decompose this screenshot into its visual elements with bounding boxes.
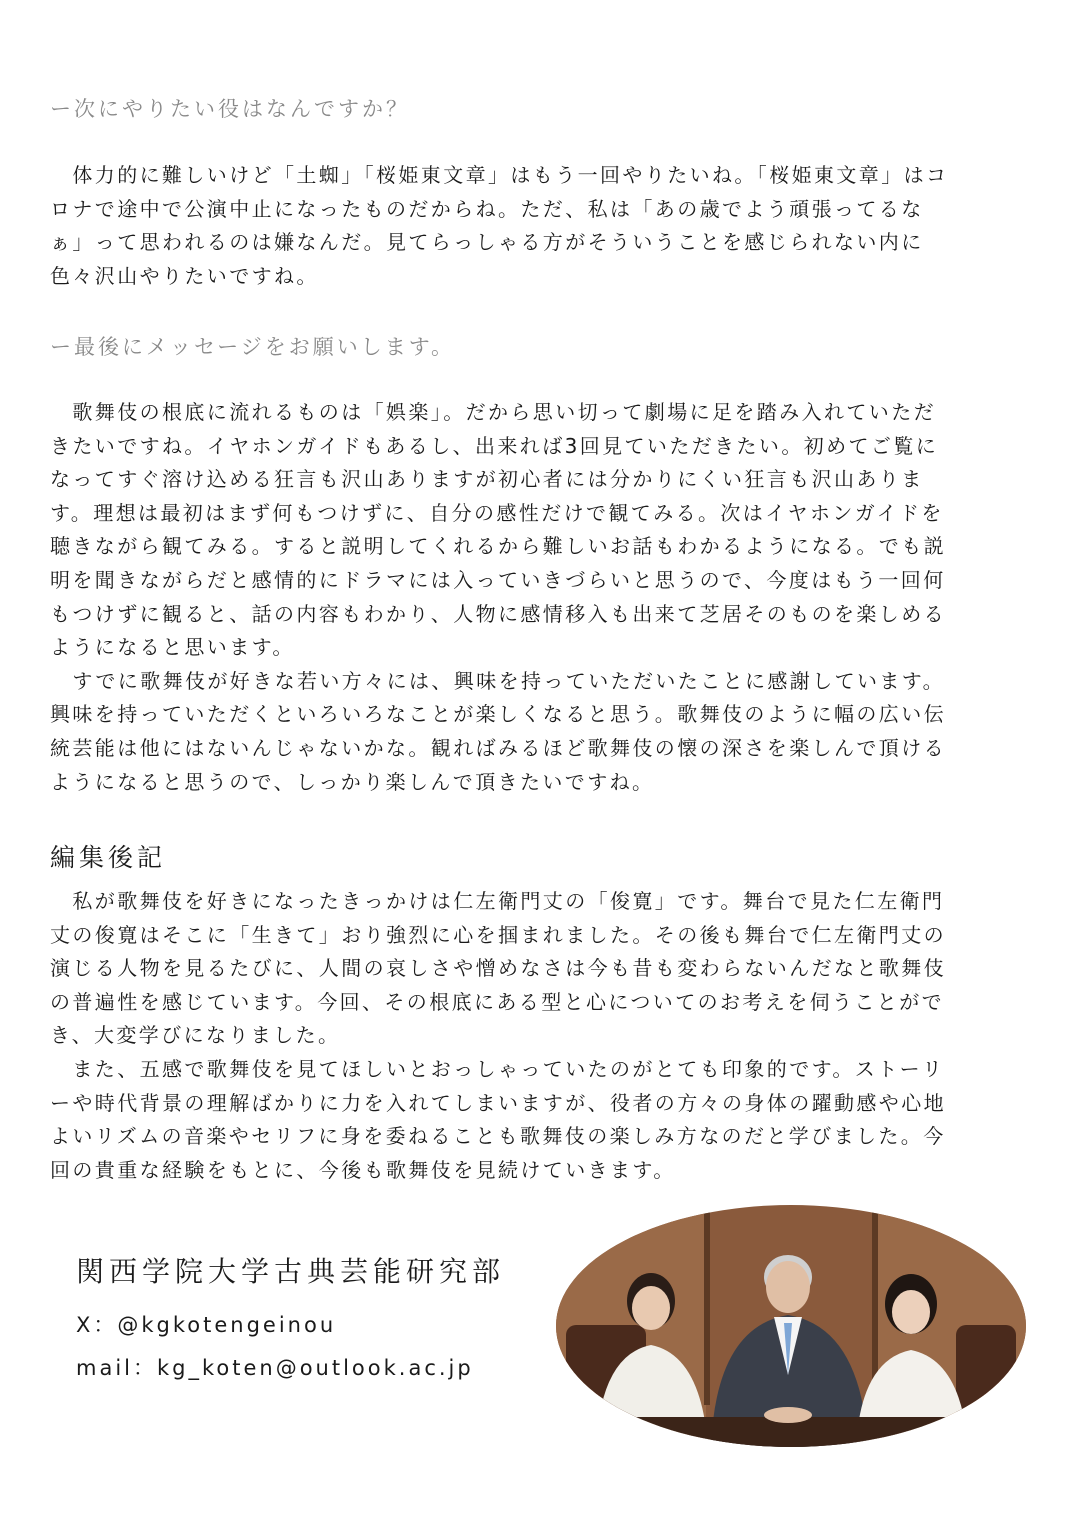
text-line: ようになると思います。 — [50, 635, 295, 660]
text-line: 色々沢山やりたいですね。 — [50, 263, 319, 288]
text-line: ようになると思うので、しっかり楽しんで頂きたいですね。 — [50, 769, 655, 794]
text-line: 体力的に難しいけど「土蜘」「桜姫東文章」はもう一回やりたいね。「桜姫東文章」はコ — [50, 163, 949, 187]
group-photo-illustration — [556, 1205, 1026, 1447]
text-line: また、五感で歌舞伎を見てほしいとおっしゃっていたのがとても印象的です。ストーリ — [50, 1056, 945, 1081]
text-line: 聴きながら観てみる。すると説明してくれるから難しいお話もわかるようになる。でも説 — [50, 534, 946, 559]
afterword-heading: 編集後記 — [50, 843, 167, 872]
text-line: よいリズムの音楽やセリフに身を委ねることも歌舞伎の楽しみ方なのだと学びました。今 — [50, 1124, 946, 1149]
question-final-message: ー最後にメッセージをお願いします。 — [50, 335, 456, 359]
answer-final-message — [50, 396, 1040, 799]
text-line: 歌舞伎の根底に流れるものは「娯楽」。だから思い切って劇場に足を踏み入れていただ — [50, 400, 936, 424]
text-line: 明を聞きながらだと感情的にドラマには入っていきづらいと思うので、今度はもう一回何 — [50, 567, 946, 592]
afterword-body — [50, 885, 1040, 1187]
text-line: の普遍性を感じています。今回、その根底にある型と心についてのお考えを伺うことがで — [50, 989, 944, 1014]
text-line: ーや時代背景の理解ばかりに力を入れてしまいますが、役者の方々の身体の躍動感や心地 — [50, 1090, 946, 1115]
text-line: なってすぐ溶け込める狂言も沢山ありますが初心者には分かりにくい狂言も沢山ありま — [50, 467, 924, 492]
text-line: 回の貴重な経験をもとに、今後も歌舞伎を見続けていきます。 — [50, 1157, 676, 1182]
group-photo — [556, 1205, 1026, 1447]
club-name: 関西学院大学古典芸能研究部 — [76, 1255, 506, 1288]
text-line: ぁ」って思われるのは嫌なんだ。見てらっしゃる方がそういうことを感じられない内に — [50, 230, 924, 255]
text-line: ロナで途中で公演中止になったものだからね。ただ、私は「あの歳でよう頑張ってるな — [50, 196, 924, 221]
answer-next-role — [50, 159, 1040, 293]
text-line: きたいですね。イヤホンガイドもあるし、出来れば3回見ていただきたい。初めてご覧に — [50, 433, 939, 458]
text-line: き、大変学びになりました。 — [50, 1023, 341, 1048]
text-line: す。理想は最初はまず何もつけずに、自分の感性だけで観てみる。次はイヤホンガイドを — [50, 500, 944, 525]
text-line: 統芸能は他にはないんじゃないかな。観ればみるほど歌舞伎の懐の深さを楽しんで頂ける — [50, 735, 946, 760]
text-line: もつけずに観ると、話の内容もわかり、人物に感情移入も出来て芝居そのものを楽しめる — [50, 601, 946, 626]
question-next-role: ー次にやりたい役はなんですか？ — [50, 97, 410, 121]
text-line: 演じる人物を見るたびに、人間の哀しさや憎めなさは今も昔も変わらないんだなと歌舞伎 — [50, 956, 946, 981]
x-account: X：@kgkotengeinou — [76, 1313, 337, 1337]
text-line: すでに歌舞伎が好きな若い方々には、興味を持っていただいたことに感謝しています。 — [50, 668, 945, 693]
text-line: 私が歌舞伎を好きになったきっかけは仁左衛門丈の「俊寛」です。舞台で見た仁左衛門 — [50, 889, 945, 913]
mail-address: mail：kg_koten@outlook.ac.jp — [76, 1356, 474, 1380]
text-line: 丈の俊寛はそこに「生きて」おり強烈に心を掴まれました。その後も舞台で仁左衛門丈の — [50, 922, 946, 947]
text-line: 興味を持っていただくといろいろなことが楽しくなると思う。歌舞伎のように幅の広い伝 — [50, 702, 946, 727]
